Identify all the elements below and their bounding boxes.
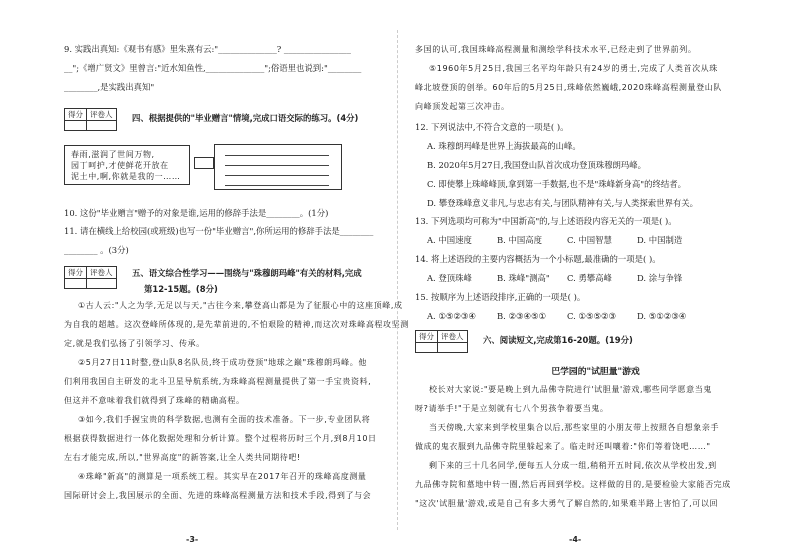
- q12-option-c[interactable]: C. 即使攀上珠峰峰顶,拿到第一手数据,也不是"珠峰新身高"的终结者。: [427, 179, 686, 189]
- q15: 15. 按顺序为上述语段排序,正确的一项是( )。: [415, 292, 586, 302]
- q14: 14. 将上述语段的主要内容概括为一个小标题,最准确的一项是( )。: [415, 254, 661, 264]
- q13-option-d[interactable]: D. 中国制造: [637, 235, 683, 245]
- q12: 12. 下列说法中,不符合文意的一项是( )。: [415, 122, 569, 132]
- passage-line-10: ④珠峰"新高"的测算是一项系统工程。其实早在2017年召开的珠峰高度测量: [78, 472, 367, 481]
- q12-option-b[interactable]: B. 2020年5月27日,我国登山队首次成功登顶珠穆朗玛峰。: [427, 160, 646, 170]
- q13-option-c[interactable]: C. 中国智慧: [567, 235, 612, 245]
- score-table-4: [64, 108, 117, 131]
- q9-line-3: ________,是实践出真知": [64, 82, 155, 92]
- handwriting-line-2: 园丁呵护,才使鲜花开放在: [71, 161, 169, 170]
- r-passage-line-2: ⑤1960年5月25日,我国三名平均年龄只有24岁的勇士,完成了人类首次从珠: [429, 64, 718, 73]
- q15-option-c[interactable]: C. ①⑤⑤②③: [567, 311, 616, 321]
- q14-option-d[interactable]: D. 涂与争锋: [637, 273, 683, 283]
- answer-line[interactable]: [225, 155, 329, 156]
- q14-option-b[interactable]: B. 珠峰"测高": [497, 273, 550, 283]
- passage-line-11: 国际研讨会上,我国展示的全面、先进的珠峰高程测量方法和技术手段,得到了与会: [64, 491, 372, 500]
- section-5-title-b: 第12-15题。(8分): [144, 284, 218, 294]
- q9-line-1: 9. 实践出真知:《观书有感》里朱熹有云:"______________? ________________: [64, 44, 351, 54]
- answer-line[interactable]: [225, 165, 329, 166]
- q15-option-b[interactable]: B. ②③④⑤①: [497, 311, 547, 321]
- q11-line-1: 11. 请在横线上给校园(或班级)也写一份"毕业赠言",你所运用的修辞手法是________: [64, 226, 374, 236]
- story-title: 巴学园的"试胆量"游戏: [551, 367, 640, 377]
- q9-line-2: __";《增广贤文》里曾言:"近水知鱼性,______________";俗语里也说到:"________: [64, 63, 362, 73]
- passage-line-8: 根据获得数据进行一体化数据处理和分析计算。整个过程将历时三个月,到8月10日: [64, 434, 377, 443]
- r-passage-line-1: 多国的认可,我国珠峰高程测量和测绘学科技术水平,已经走到了世界前列。: [415, 45, 697, 54]
- q14-option-c[interactable]: C. 勇攀高峰: [567, 273, 612, 283]
- section-6-title: 六、阅读短文,完成第16-20题。(19分): [483, 335, 633, 345]
- story-line-2: 呀?请举手!"于是立刻就有七八个男孩争着要当鬼。: [415, 404, 609, 413]
- q14-option-a[interactable]: A. 登顶珠峰: [427, 273, 472, 283]
- passage-line-9: 左右才能完成,所以,"世界高度"的新答案,让全人类共同期待吧!: [64, 453, 301, 462]
- grader-label: 评卷人: [87, 109, 117, 121]
- greeting-card: [64, 145, 190, 185]
- score-label: 得分: [65, 267, 87, 279]
- grader-label: 评卷人: [87, 267, 117, 279]
- score-table-5: [64, 266, 117, 289]
- score-label: 得分: [416, 331, 438, 343]
- handwriting-line-3: 泥土中,啊,你就是我的一……: [71, 172, 181, 181]
- score-table-6: [415, 330, 468, 353]
- r-passage-line-3: 峰北坡登顶的创举。60年后的5月25日,珠峰依然巍峨,2020珠峰高程测量登山队: [415, 83, 722, 92]
- r-passage-line-4: 向峰顶发起第三次冲击。: [415, 102, 510, 111]
- q13-option-b[interactable]: B. 中国高度: [497, 235, 542, 245]
- grader-label: 评卷人: [438, 331, 468, 343]
- story-line-3: 当天傍晚,大家来到学校里集合以后,那些家里的小朋友带上按照各自想象亲手: [429, 423, 720, 432]
- arrow-right-icon: [194, 157, 214, 169]
- q13: 13. 下列选项均可称为"中国新高"的,与上述语段内容无关的一项是( )。: [415, 216, 677, 226]
- handwriting-line-1: 春雨,滋润了世间万物,: [71, 150, 155, 159]
- passage-line-6: 但这并不意味着我们就得到了珠峰的精确高程。: [64, 396, 245, 405]
- q10: 10. 这份"毕业赠言"赠予的对象是谁,运用的修辞手法是________。(1分): [64, 208, 329, 218]
- q13-option-a[interactable]: A. 中国速度: [427, 235, 472, 245]
- q15-option-d[interactable]: D. ⑤①②③④: [637, 311, 687, 321]
- story-line-5: 剩下来的三十几名同学,便每五人分成一组,稍稍开五时间,依次从学校出发,到: [429, 461, 717, 470]
- page-number-left: -3-: [186, 535, 199, 544]
- page-number-right: -4-: [569, 535, 582, 544]
- passage-line-3: 定,就是我们弘扬了引领学习、传承。: [64, 339, 205, 348]
- passage-line-5: 们利用我国自主研发的北斗卫星导航系统,为珠峰高程测量提供了第一手宝贵资料,: [64, 377, 372, 386]
- passage-line-4: ②5月27日11时整,登山队8名队员,终于成功登顶"地球之巅"珠穆朗玛峰。他: [78, 358, 367, 367]
- passage-line-1: ①古人云:"人之为学,无足以与天,"古往今来,攀登高山都是为了征服心中的这座顶峰,成: [78, 301, 403, 310]
- story-line-1: 校长对大家说:"要是晚上到九品佛寺院进行'试胆量'游戏,哪些同学愿意当鬼: [429, 385, 712, 394]
- right-page: [397, 0, 794, 552]
- q11-line-2: ________ 。(3分): [64, 245, 129, 255]
- answer-line[interactable]: [225, 185, 329, 186]
- section-5-title-a: 五、语文综合性学习——围绕与"珠穆朗玛峰"有关的材料,完成: [132, 268, 362, 278]
- section-4-title: 四、根据提供的"毕业赠言"情境,完成口语交际的练习。(4分): [132, 113, 359, 123]
- story-line-6: 九品佛寺院和墓地中转一圈,然后再回到学校。这样做的目的,是要检验大家能否完成: [415, 480, 731, 489]
- q12-option-a[interactable]: A. 珠穆朗玛峰是世界上海拔最高的山峰。: [427, 141, 581, 151]
- answer-line[interactable]: [225, 175, 329, 176]
- passage-line-7: ③如今,我们手握宝贵的科学数据,也测有全面的技术准备。下一步,专业团队将: [78, 415, 371, 424]
- passage-line-2: 为自我的超越。这次登峰所体现的,是先辈前进的,不怕艰险的精神,而这次对珠峰高程攻坚测: [64, 320, 409, 329]
- score-label: 得分: [65, 109, 87, 121]
- q12-option-d[interactable]: D. 攀登珠峰意义非凡,与忠志有关,与团队精神有关,与人类探索世界有关。: [427, 198, 698, 208]
- answer-box: [214, 144, 342, 190]
- q15-option-a[interactable]: A. ①⑤②③④: [427, 311, 476, 321]
- story-line-4: 做成的鬼衣服到九品佛寺院里躲起来了。临走时还叫嚷着:"你们等着饶吧……": [415, 442, 711, 451]
- story-line-7: "这次'试胆量'游戏,或是自己有多大勇气了解自然的,如果难半路上害怕了,可以回: [415, 499, 719, 508]
